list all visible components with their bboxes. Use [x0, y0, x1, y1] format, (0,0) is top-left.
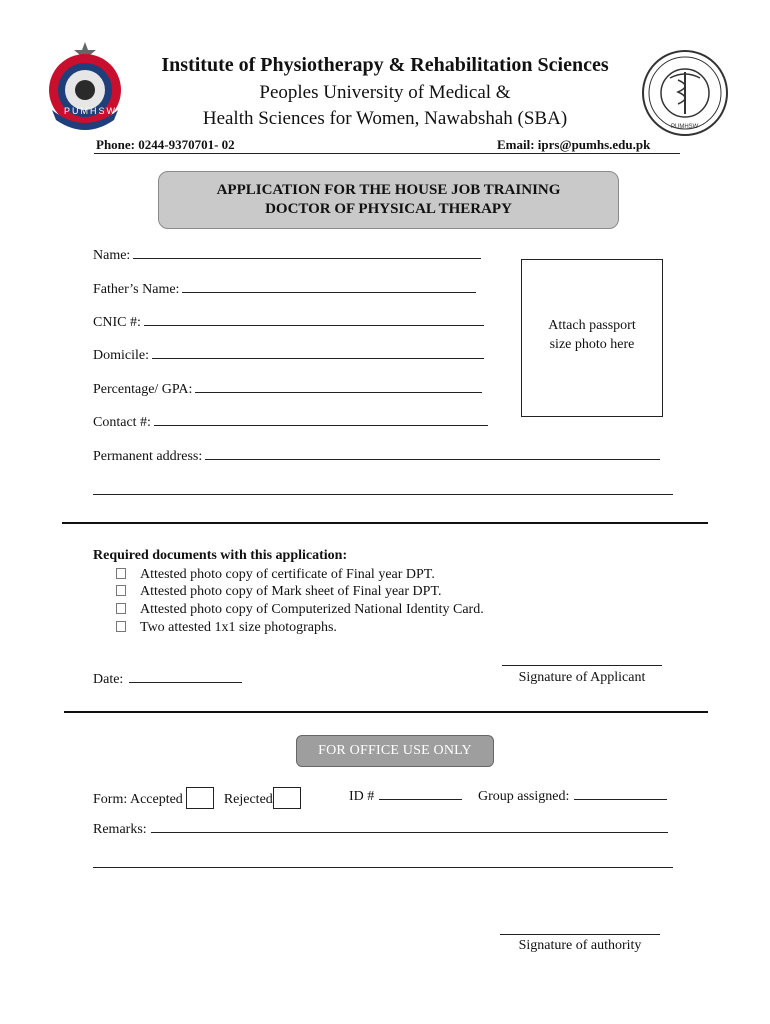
document-item: Attested photo copy of certificate of Final year DPT.: [116, 567, 435, 583]
group-line[interactable]: [574, 787, 667, 800]
date-line[interactable]: [129, 670, 242, 683]
form-title-box: [158, 171, 619, 229]
percentage-label: Percentage/ GPA:: [93, 382, 193, 397]
address-line[interactable]: [205, 447, 660, 460]
id-label: ID #: [349, 789, 375, 804]
domicile-label: Domicile:: [93, 348, 149, 363]
domicile-field[interactable]: [93, 346, 484, 364]
name-line[interactable]: [133, 246, 481, 259]
address-field[interactable]: [93, 447, 660, 465]
form-title-line1: APPLICATION FOR THE HOUSE JOB TRAINING: [216, 182, 561, 198]
checkbox-icon: [116, 603, 126, 614]
email-address: Email: iprs@pumhs.edu.pk: [497, 137, 651, 152]
applicant-signature-label: Signature of Applicant: [518, 670, 646, 685]
cnic-line[interactable]: [144, 313, 484, 326]
id-field[interactable]: [349, 787, 462, 805]
name-field[interactable]: [93, 246, 481, 264]
group-label: Group assigned:: [478, 789, 570, 804]
id-line[interactable]: [379, 787, 462, 800]
name-label: Name:: [93, 248, 131, 263]
father-name-line[interactable]: [182, 280, 476, 293]
cnic-field[interactable]: [93, 313, 484, 331]
section-divider-1: [62, 522, 708, 524]
accepted-checkbox[interactable]: [186, 787, 214, 809]
university-name-line2: Health Sciences for Women, Nawabshah (SBA): [202, 108, 568, 129]
header-divider: [94, 153, 680, 154]
logo-right-text: PUMHSW: [671, 124, 699, 130]
contact-line[interactable]: [154, 413, 488, 426]
phone-number: Phone: 0244-9370701- 02: [96, 137, 235, 152]
remarks-label: Remarks:: [93, 822, 147, 837]
accepted-label: Form: Accepted: [93, 792, 183, 807]
father-name-label: Father’s Name:: [93, 282, 180, 297]
cnic-label: CNIC #:: [93, 315, 141, 330]
university-name-line1: Peoples University of Medical &: [259, 82, 511, 103]
logo-left-text: PUMHSW: [64, 106, 117, 116]
group-field[interactable]: [478, 787, 667, 805]
section-divider-2: [64, 711, 708, 713]
remarks-line[interactable]: [151, 820, 668, 833]
percentage-field[interactable]: [93, 380, 482, 398]
contact-label: Contact #:: [93, 415, 151, 430]
office-use-heading: FOR OFFICE USE ONLY: [296, 735, 494, 767]
checkbox-icon: [116, 585, 126, 596]
institute-name: Institute of Physiotherapy & Rehabilitation Sciences: [161, 54, 609, 76]
percentage-line[interactable]: [195, 380, 482, 393]
authority-signature-line[interactable]: [500, 934, 660, 935]
remarks-line-2[interactable]: [93, 855, 673, 868]
rejected-checkbox[interactable]: [273, 787, 301, 809]
address-label: Permanent address:: [93, 449, 203, 464]
form-title-line2: DOCTOR OF PHYSICAL THERAPY: [265, 201, 512, 217]
father-name-field[interactable]: [93, 280, 476, 298]
date-field[interactable]: [93, 670, 242, 688]
rejected-label: Rejected: [223, 792, 273, 807]
document-item: Attested photo copy of Computerized National Identity Card.: [116, 602, 484, 618]
checkbox-icon: [116, 621, 126, 632]
applicant-signature-line[interactable]: [502, 665, 662, 666]
date-label: Date:: [93, 672, 124, 687]
authority-signature-label: Signature of authority: [518, 938, 642, 953]
passport-photo-box[interactable]: [521, 259, 663, 417]
checkbox-icon: [116, 568, 126, 579]
address-line-2[interactable]: [93, 482, 673, 495]
domicile-line[interactable]: [152, 346, 484, 359]
photo-box-text: Attach passport size photo here: [548, 318, 636, 352]
office-status-row: [93, 787, 305, 809]
contact-field[interactable]: [93, 413, 488, 431]
required-documents-heading: Required documents with this application:: [93, 548, 348, 563]
remarks-field[interactable]: [93, 820, 668, 838]
document-item: Attested photo copy of Mark sheet of Final year DPT.: [116, 584, 441, 600]
document-item: Two attested 1x1 size photographs.: [116, 620, 337, 636]
